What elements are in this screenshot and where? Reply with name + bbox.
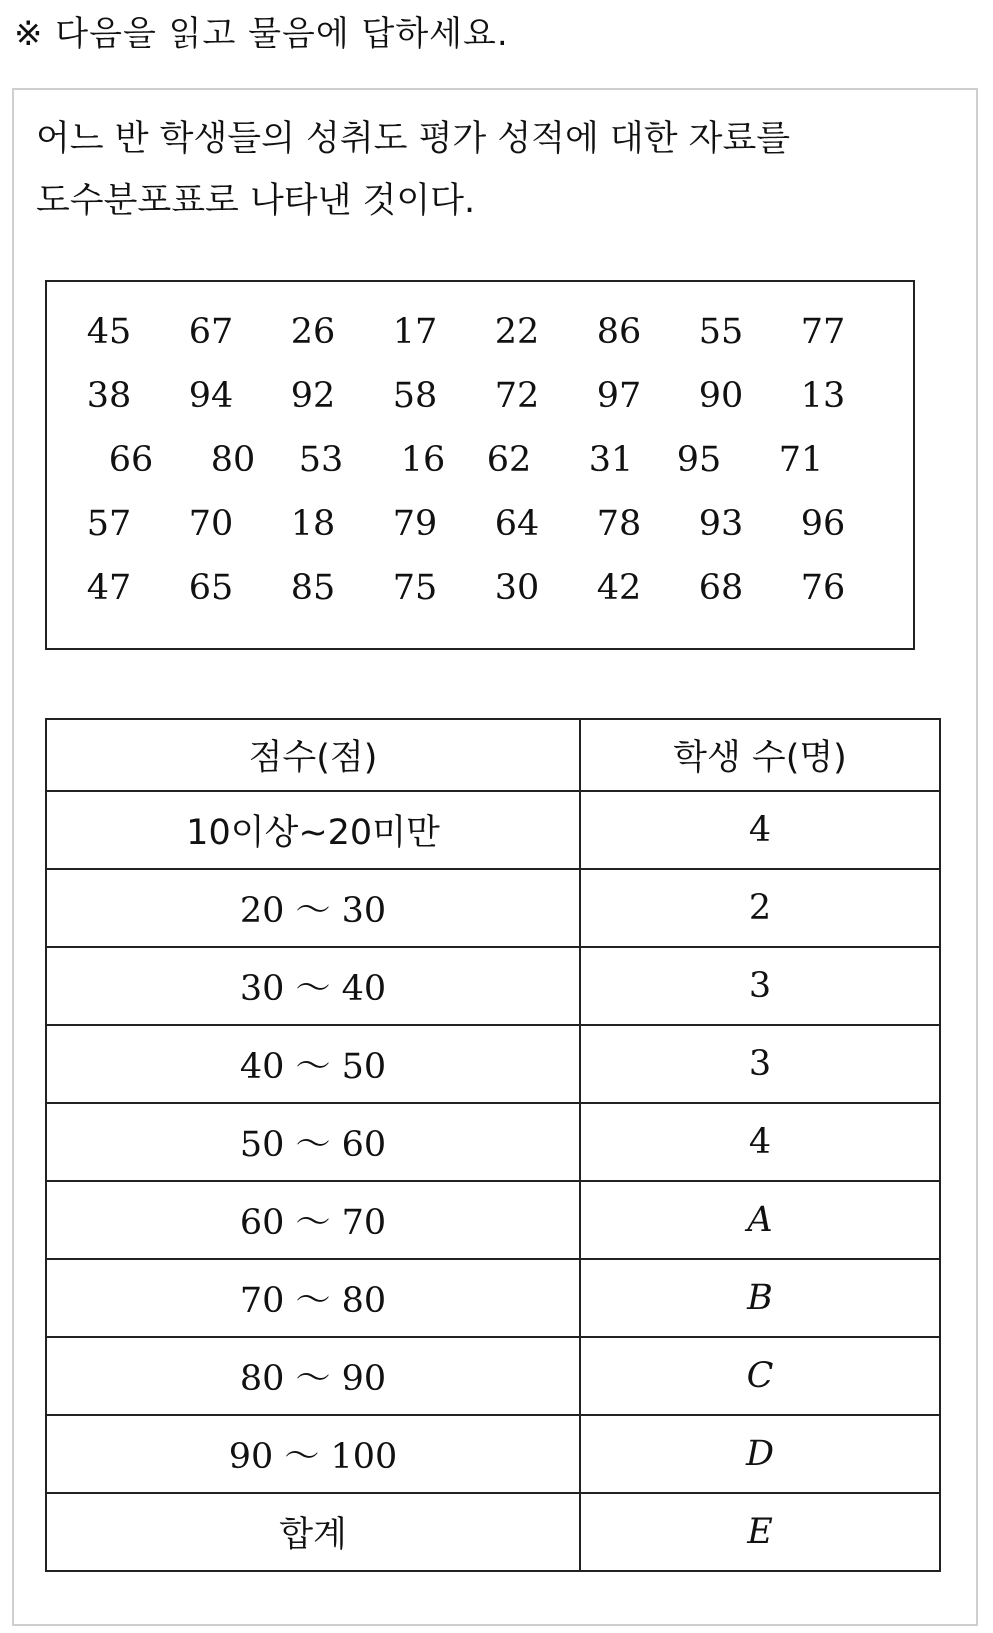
problem-box: [12, 88, 978, 1626]
score-range-cell: 90 ～ 100: [46, 1415, 580, 1493]
score-value: 85: [290, 568, 336, 608]
intro-text: [36, 108, 936, 232]
score-value: 31: [588, 440, 634, 480]
score-value: 42: [596, 568, 642, 608]
score-value: 70: [188, 504, 234, 544]
score-value: 95: [676, 440, 722, 480]
score-range-cell: 40 ～ 50: [46, 1025, 580, 1103]
score-value: 55: [698, 312, 744, 352]
score-row: [47, 371, 913, 421]
table-row: [46, 1415, 940, 1493]
score-value: 71: [778, 440, 824, 480]
score-value: 64: [494, 504, 540, 544]
header-score-range: 점수(점): [46, 719, 580, 791]
total-variable-cell: E: [580, 1493, 940, 1571]
table-row: [46, 1181, 940, 1259]
score-range-cell: 70 ～ 80: [46, 1259, 580, 1337]
score-row: [47, 307, 913, 357]
score-value: 90: [698, 376, 744, 416]
count-cell: 3: [580, 1025, 940, 1103]
score-range-cell: 50 ～ 60: [46, 1103, 580, 1181]
count-cell: 2: [580, 869, 940, 947]
score-value: 79: [392, 504, 438, 544]
score-value: 57: [86, 504, 132, 544]
table-row: [46, 791, 940, 869]
score-value: 26: [290, 312, 336, 352]
score-value: 17: [392, 312, 438, 352]
intro-line-1: 어느 반 학생들의 성취도 평가 성적에 대한 자료를: [36, 119, 791, 159]
score-range-cell: 20 ～ 30: [46, 869, 580, 947]
score-value: 72: [494, 376, 540, 416]
raw-score-grid: [45, 280, 915, 650]
table-row: [46, 1103, 940, 1181]
score-value: 65: [188, 568, 234, 608]
table-total-row: [46, 1493, 940, 1571]
score-value: 68: [698, 568, 744, 608]
score-row: [47, 435, 913, 485]
score-value: 22: [494, 312, 540, 352]
score-value: 86: [596, 312, 642, 352]
instruction-text: ※ 다음을 읽고 물음에 답하세요.: [14, 14, 509, 54]
score-value: 96: [800, 504, 846, 544]
score-value: 77: [800, 312, 846, 352]
score-value: 38: [86, 376, 132, 416]
score-value: 45: [86, 312, 132, 352]
score-value: 30: [494, 568, 540, 608]
table-row: [46, 1259, 940, 1337]
count-cell: 3: [580, 947, 940, 1025]
score-value: 97: [596, 376, 642, 416]
table-row: [46, 869, 940, 947]
frequency-table: [45, 718, 941, 1572]
score-value: 53: [298, 440, 344, 480]
score-value: 78: [596, 504, 642, 544]
score-range-cell: 10이상~20미만: [46, 791, 580, 869]
score-value: 18: [290, 504, 336, 544]
total-label-cell: 합계: [46, 1493, 580, 1571]
score-value: 58: [392, 376, 438, 416]
count-variable-cell: B: [580, 1259, 940, 1337]
score-value: 76: [800, 568, 846, 608]
score-value: 94: [188, 376, 234, 416]
score-range-cell: 80 ～ 90: [46, 1337, 580, 1415]
score-value: 16: [400, 440, 446, 480]
table-row: [46, 947, 940, 1025]
score-value: 80: [210, 440, 256, 480]
count-cell: 4: [580, 791, 940, 869]
count-variable-cell: C: [580, 1337, 940, 1415]
intro-line-2: 도수분포표로 나타낸 것이다.: [36, 181, 476, 221]
table-row: [46, 1025, 940, 1103]
score-value: 13: [800, 376, 846, 416]
header-student-count: 학생 수(명): [580, 719, 940, 791]
table-header-row: [46, 719, 940, 791]
count-variable-cell: D: [580, 1415, 940, 1493]
score-value: 62: [486, 440, 532, 480]
score-row: [47, 563, 913, 613]
score-value: 92: [290, 376, 336, 416]
score-value: 47: [86, 568, 132, 608]
score-value: 66: [108, 440, 154, 480]
count-cell: 4: [580, 1103, 940, 1181]
score-range-cell: 60 ～ 70: [46, 1181, 580, 1259]
count-variable-cell: A: [580, 1181, 940, 1259]
score-value: 75: [392, 568, 438, 608]
score-row: [47, 499, 913, 549]
score-value: 93: [698, 504, 744, 544]
score-range-cell: 30 ～ 40: [46, 947, 580, 1025]
table-row: [46, 1337, 940, 1415]
score-value: 67: [188, 312, 234, 352]
